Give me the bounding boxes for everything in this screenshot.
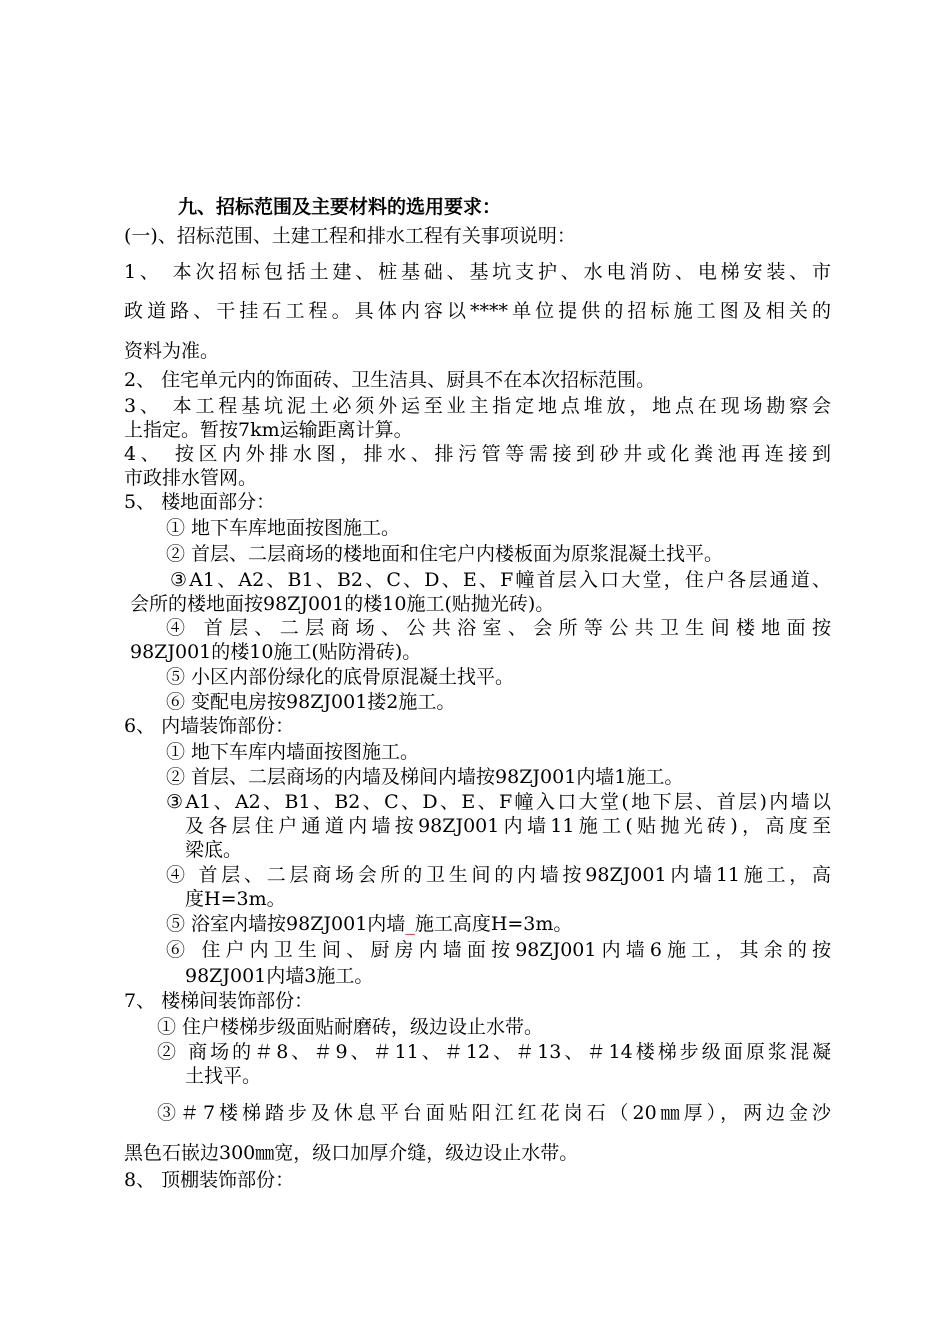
item-6-sub-1: ① 地下车库内墙面按图施工。 <box>166 741 420 763</box>
item-7-sub-3-line-1: ③＃7楼梯踏步及休息平台面贴阳江红花岗石（20㎜厚），两边金沙 <box>157 1102 831 1124</box>
item-6-sub-3-line-1: ③A1、A2、B1、B2、C、D、E、F幢入口大堂(地下层、首层)内墙以 <box>166 791 831 813</box>
item-5-sub-4-line-1: ④ 首层、二层商场、公共浴室、会所等公共卫生间楼地面按 <box>166 617 831 639</box>
item-1-line-2: 政道路、干挂石工程。具体内容以****单位提供的招标施工图及相关的 <box>124 300 831 322</box>
item-6-sub-6-line-1: ⑥ 住户内卫生间、厨房内墙面按98ZJ001内墙6施工，其余的按 <box>166 939 831 961</box>
item-6-sub-3-line-3: 梁底。 <box>185 839 243 861</box>
item-4-line-1: 4、 按区内外排水图，排水、排污管等需接到砂井或化粪池再连接到 <box>124 443 831 465</box>
item-6-label: 6、 内墙装饰部份： <box>124 715 295 737</box>
subsection-heading: (一)、招标范围、土建工程和排水工程有关事项说明： <box>124 225 576 247</box>
item-2: 2、 住宅单元内的饰面砖、卫生洁具、厨具不在本次招标范围。 <box>124 369 656 391</box>
item-4-line-2: 市政排水管网。 <box>124 467 258 489</box>
item-7-sub-2-line-1: ② 商场的＃8、＃9、＃11、＃12、＃13、＃14楼梯步级面原浆混凝 <box>157 1041 831 1063</box>
revision-mark: _ <box>405 913 415 935</box>
item-5-sub-1: ① 地下车库地面按图施工。 <box>166 517 401 539</box>
item-7-sub-2-line-2: 土找平。 <box>185 1065 262 1087</box>
item-6-sub-4-line-1: ④ 首层、二层商场会所的卫生间的内墙按98ZJ001内墙11施工，高 <box>166 864 831 886</box>
item-6-sub-5 <box>166 912 572 936</box>
item-5-sub-2: ② 首层、二层商场的楼地面和住宅户内楼板面为原浆混凝土找平。 <box>166 543 724 565</box>
item-6-sub-3-line-2: 及各层住户通道内墙按98ZJ001内墙11施工(贴抛光砖)，高度至 <box>185 815 831 837</box>
item-6-sub-5-text-a: ⑤ 浴室内墙按98ZJ001内墙 <box>166 913 406 935</box>
section-heading: 九、招标范围及主要材料的选用要求： <box>178 196 502 218</box>
item-3-line-2: 上指定。暂按7km运输距离计算。 <box>124 419 413 441</box>
item-5-sub-3-line-2: 会所的楼地面按98ZJ001的楼10施工(贴抛光砖)。 <box>130 593 555 615</box>
item-6-sub-5-text-b: 施工高度H=3m。 <box>414 913 573 935</box>
item-1-line-3: 资料为准。 <box>124 340 220 362</box>
item-8-label: 8、 顶棚装饰部份： <box>124 1169 295 1191</box>
item-1-line-1: 1、 本次招标包括土建、桩基础、基坑支护、水电消防、电梯安装、市 <box>124 261 831 283</box>
item-7-label: 7、 楼梯间装饰部份： <box>124 990 314 1012</box>
item-5-sub-4-line-2: 98ZJ001的楼10施工(贴防滑砖)。 <box>130 641 422 663</box>
item-7-sub-3-line-2: 黑色石嵌边300㎜宽，级口加厚介缝，级边设止水带。 <box>124 1142 579 1164</box>
item-5-sub-6: ⑥ 变配电房按98ZJ001搂2施工。 <box>166 691 456 713</box>
item-5-sub-5: ⑤ 小区内部份绿化的底骨原混凝土找平。 <box>166 666 515 688</box>
item-5-sub-3-line-1: ③A1、A2、B1、B2、C、D、E、F幢首层入口大堂，住户各层通道、 <box>170 569 831 591</box>
item-6-sub-2: ② 首层、二层商场的内墙及梯间内墙按98ZJ001内墙1施工。 <box>166 766 684 788</box>
item-7-sub-1: ① 住户楼梯步级面贴耐磨砖，级边设止水带。 <box>157 1016 544 1038</box>
item-6-sub-4-line-2: 度H=3m。 <box>185 888 286 910</box>
item-6-sub-6-line-2: 98ZJ001内墙3施工。 <box>185 965 374 987</box>
item-5-label: 5、 楼地面部分： <box>124 491 276 513</box>
item-3-line-1: 3、 本工程基坑泥土必须外运至业主指定地点堆放，地点在现场勘察会 <box>124 395 831 417</box>
